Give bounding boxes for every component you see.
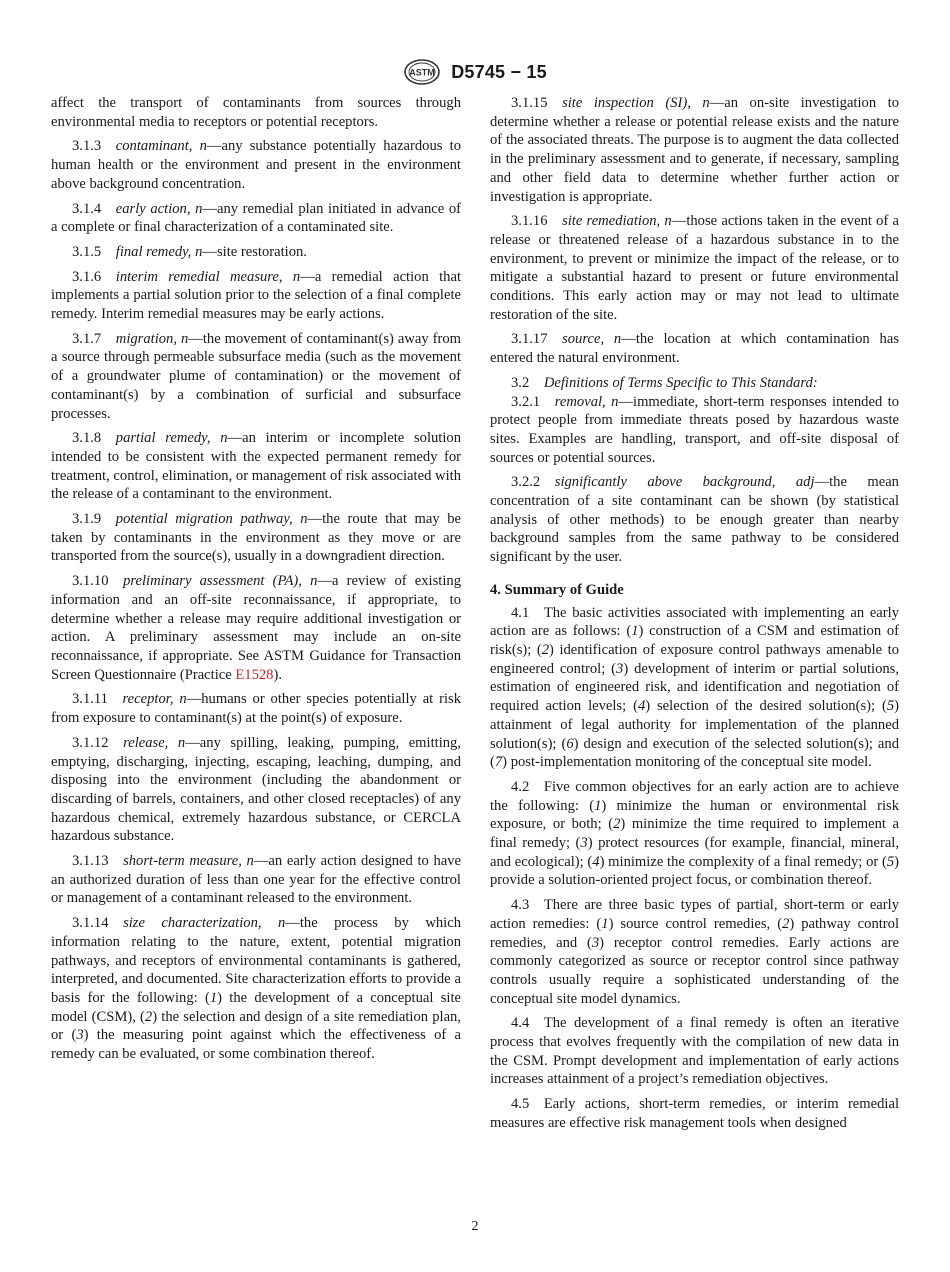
paragraph [51,914,461,1064]
defined-term: removal, n [554,393,619,410]
clause-number: 3.2.1 [511,393,555,410]
defined-term: release, n [123,734,186,751]
clause-number: 4.3 [511,897,544,914]
paragraph [490,212,899,324]
svg-text:ASTM: ASTM [409,67,435,78]
paragraph [490,1014,899,1089]
paragraph-text: —the movement of contaminant(s) away from a source through permeable subsurface media (such as the movement of a groundwater plume of contamination) or the movement of contaminant(s) by a combination of surficial and subsurface processes. [51,330,461,422]
paragraph [51,510,461,566]
paragraph-text: Five common objectives for an early action are to achieve the following: (1) minimize the human or environmental risk exposure, or both; (2) minimize the time required to implement a final remedy; (3) protect resources (for example, financial, mineral, and ecological); (4) minimize the complexity of a final remedy; or (5) provide a solution-oriented project focus, or combination thereof. [490,778,899,889]
clause-number: 3.1.17 [511,331,563,348]
paragraph [51,200,461,237]
defined-term: size characterization, n [123,915,286,932]
right-column [490,94,899,1139]
clause-number: 4.1 [511,604,544,621]
paragraph-text: —site restoration. [202,243,307,260]
clause-number: 4.4 [511,1015,544,1032]
paragraph [490,896,899,1008]
paragraph-text: —humans or other species potentially at risk from exposure to contaminant(s) at the point(s) of exposure. [51,691,462,727]
paragraph: 3.1.10 preliminary assessment (PA), n—a review of existing information and an off-site reconnaissance, if appropriate, to determine whether a release may require additional investigation or action. A preliminary assessment may include an on-site reconnaissance, if appropriate. See ASTM Guidance for Transaction Screen Questionnaire (Practice E1528). [51,573,461,683]
paragraph-text: There are three basic types of partial, short-term or early action remedies: (1) source control remedies, (2) pathway control remedies, and (3) receptor control remedies. Early actions are commonly categorized as source or receptor control since pathway controls usually require a sophisticated understanding of the conceptual site model dynamics. [490,897,900,1007]
paragraph [51,243,461,262]
clause-number: 4.5 [511,1096,544,1113]
defined-term: interim remedial measure, n [115,268,301,285]
paragraph-text: —those actions taken in the event of a release or threatened release of a hazardous substance in to the environment, to prevent or minimize the impact of the release, or to mitigate a substantial hazard to present or future environmental conditions. This early action may or may not lead to ultimate restoration of the site. [490,213,900,323]
paragraph [490,604,899,772]
paragraph [51,330,461,424]
defined-term: contaminant, n [115,138,207,155]
paragraph [490,393,899,468]
astm-logo-icon [403,58,441,86]
defined-term: Definitions of Terms Specific to This Standard: [543,374,818,391]
paragraph-text: —an early action designed to have an authorized duration of less than one year for the effective control or management of a contaminant released to the environment. [51,853,461,907]
paragraph-text: —the route that may be taken by contaminants in the environment as they move or are transported from the source(s), usually in a downgradient direction. [51,511,461,565]
paragraph [51,429,461,504]
defined-term: site remediation, n [562,213,672,230]
defined-term: early action, n [115,200,203,217]
paragraph-text: —a review of existing information and an off-site reconnaissance, if appropriate, to determine whether a release may require additional investigation or action. A preliminary assessment may include an on-site reconnaissance, if appropriate. See ASTM Guidance for Transaction Screen Questionnaire (Practice [51,573,461,683]
defined-term: significantly above background, adj [554,474,815,491]
clause-number: 3.1.4 [72,200,116,217]
defined-term: potential migration pathway, n [115,511,308,528]
paragraph [490,473,899,567]
section-heading: 4. Summary of Guide [490,581,624,598]
paragraph [490,778,899,890]
clause-number: 3.1.10 [72,573,124,590]
paragraph-text: —an interim or incomplete solution intended to be consistent with the expected permanent remedy for treatment, control, elimination, or management of risk associated with the release of a contaminant to the environment. [51,430,462,503]
paragraph-text: The development of a final remedy is often an iterative process that evolves frequently with the compilation of new data in the CSM. Prompt development and implementation of early actions increases attainment of a project’s remediation objectives. [490,1015,899,1088]
paragraph-text: The basic activities associated with implementing an early action are as follows: (1) construction of a CSM and estimation of risk(s); (2) identification of exposure control pathways amenable to engineered control; (3) development of interim or partial solutions, estimation of engineered risk, and identification and negotiation of required action levels; (4) selection of the desired solution(s); (5) attainment of legal authority for implementation of the planned solution(s); (6) design and execution of the selected solution(s); and (7) post-implementation monitoring of the conceptual site model. [490,604,899,771]
paragraph [490,330,899,367]
defined-term: partial remedy, n [115,430,228,447]
defined-term: receptor, n [122,691,187,708]
paragraph [490,1095,899,1132]
paragraph [490,374,899,393]
paragraph [51,94,461,131]
paragraph-text: —any spilling, leaking, pumping, emitting, emptying, discharging, injecting, escaping, leaching, dumping, and disposing into the environment (including the abandonment or discarding of barrels, containers, and other closed receptacles) of any hazardous chemical, extremely hazardous substance, or CERCLA hazardous substance. [51,734,461,845]
defined-term: source, n [562,331,622,348]
clause-number: 3.1.12 [72,734,124,751]
defined-term: short-term measure, n [123,853,254,870]
defined-term: preliminary assessment (PA), n [123,573,318,590]
clause-number: 3.1.3 [72,138,116,155]
paragraph [490,94,899,206]
paragraph-text: —an on-site investigation to determine whether a release or potential release exists and the nature of the associated threats. The purpose is to augment the data collected in the preliminary assessment and to generate, if necessary, sampling and other field data to determine whether further action or investigation is appropriate. [490,95,899,205]
paragraph [51,852,461,908]
paragraph-text: —any substance potentially hazardous to human health or the environment and present in the environment above background concentration. [51,138,461,192]
page-header [0,58,950,86]
left-column [51,94,461,1070]
clause-number: 3.1.6 [72,268,116,285]
paragraph [51,137,461,193]
paragraph-text: Early actions, short-term remedies, or interim remedial measures are effective risk management tools when designed [490,1096,899,1131]
defined-term: site inspection (SI), n [562,95,710,111]
clause-number: 3.1.5 [72,243,116,260]
clause-number: 4.2 [511,778,544,795]
clause-number: 3.1.9 [72,511,116,528]
paragraph-text: —immediate, short-term responses intended to protect people from immediate threats posed by hazardous waste sites. Examples are handling, transport, and off-site disposal of sources or potential sources. [490,393,900,466]
paragraph-text: —a remedial action that implements a partial solution prior to the selection of a final complete remedy. Interim remedial measures may be early actions. [51,268,461,323]
clause-number: 3.1.16 [511,213,563,230]
paragraph [51,734,461,846]
paragraph-text: —the process by which information relating to the nature, extent, potential migration pathways, and receptors of environmental contaminants is gathered, interpreted, and documented. Site characterization efforts to provide a basis for the following: (1) the development of a conceptual site model (CSM), (2) the selection and design of a site remediation plan, or (3) the measuring point against which the effectiveness of a remedy can be evaluated, or some combination thereof. [51,915,461,1063]
reference-link[interactable]: E1528 [235,666,274,683]
paragraph [51,268,461,324]
defined-term: final remedy, n [115,243,203,260]
clause-number: 3.1.15 [511,95,563,111]
clause-number: 3.1.8 [72,430,116,447]
paragraph-text: —the location at which contamination has entered the natural environment. [490,331,899,367]
clause-number: 3.2 [511,374,544,391]
paragraph-text: —the mean concentration of a site contaminant can be shown (by statistical analysis of other methods) to be enough greater than nearby background samples from the same pathway to be considered significant by the user. [490,474,899,566]
clause-number: 3.1.13 [72,853,124,870]
paragraph-text: —any remedial plan initiated in advance of a complete or final characterization of a contaminated site. [51,200,461,236]
clause-number: 3.1.11 [72,691,123,708]
clause-number: 3.1.14 [72,915,124,932]
page-number: 2 [471,1219,479,1234]
paragraph [51,690,461,727]
clause-number: 3.1.7 [72,330,116,347]
defined-term: migration, n [115,330,189,347]
paragraph-text: affect the transport of contaminants from sources through environmental media to receptors or potential receptors. [51,95,461,130]
standard-designation: D5745 − 15 [451,61,547,82]
clause-number: 3.2.2 [511,474,555,491]
